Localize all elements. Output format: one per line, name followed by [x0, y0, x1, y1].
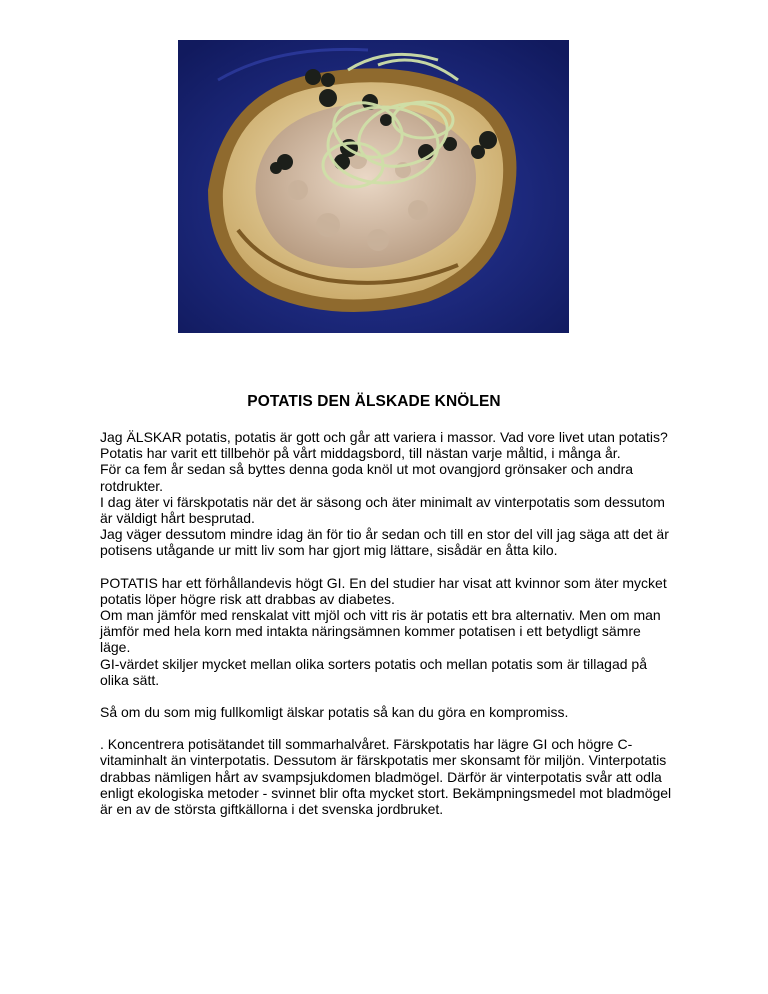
paragraph-3 — [100, 704, 672, 720]
text-line: . Koncentrera potisätandet till sommarhalvåret. Färskpotatis har lägre GI och högre C-vitaminhalt än vinterpotatis. Dessutom är färskpotatis mer skonsamt för miljön. Vinterpotatis drabbas nämligen hårt av svampsjukdomen bladmögel. Därför är vinterpotatis svår att odla enligt ekologiska metoder - svinnet blir ofta mycket stort. Bekämpningsmedel mot bladmögel är en av de största giftkällorna i det svenska jordbruket. — [100, 736, 672, 818]
text-line: POTATIS har ett förhållandevis högt GI. En del studier har visat att kvinnor som äter mycket potatis löper högre risk att drabbas av diabetes. — [100, 574, 667, 607]
text-line: Så om du som mig fullkomligt älskar potatis så kan du göra en kompromiss. — [100, 704, 569, 721]
article-title: POTATIS DEN ÄLSKADE KNÖLEN — [247, 393, 501, 410]
paragraph-1 — [100, 429, 672, 559]
text-line: För ca fem år sedan så byttes denna goda knöl ut mot ovangjord grönsaker och andra rotdrukter. — [100, 461, 634, 494]
article-body — [100, 429, 672, 833]
text-line: GI-värdet skiljer mycket mellan olika sorters potatis och mellan potatis som är tillagad på olika sätt. — [100, 655, 647, 688]
baked-potato-image — [178, 40, 569, 333]
text-line: Jag ÄLSKAR potatis, potatis är gott och går att variera i massor. Vad vore livet utan potatis? — [100, 429, 668, 445]
text-line: Potatis har varit ett tillbehör på vårt middagsbord, till nästan varje måltid, i många år. — [100, 445, 621, 462]
text-line: Jag väger dessutom mindre idag än för tio år sedan och till en stor del vill jag säga att det är potisens utågande ur mitt liv som har gjort mig lättare, sisådär en åtta kilo. — [100, 526, 669, 559]
article-photo — [178, 40, 569, 333]
paragraph-2 — [100, 575, 672, 688]
paragraph-4 — [100, 736, 672, 817]
text-line: I dag äter vi färskpotatis när det är säsong och äter minimalt av vinterpotatis som dessutom är väldigt hårt besprutad. — [100, 493, 665, 527]
text-line: Om man jämför med renskalat vitt mjöl och vitt ris är potatis ett bra alternativ. Men om man jämför med hela korn med intakta näringsämnen kommer potatisen i ett betydligt sämre läge. — [100, 607, 661, 656]
